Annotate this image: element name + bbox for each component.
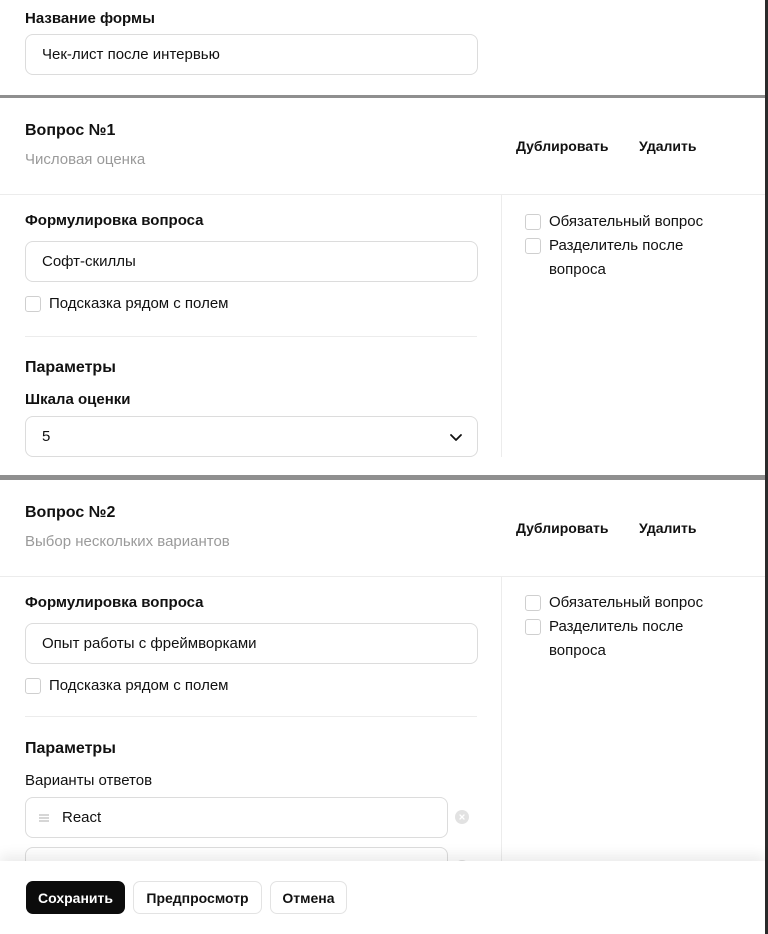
wording-label: Формулировка вопроса (25, 212, 204, 229)
question-card-1 (0, 98, 765, 475)
duplicate-button[interactable]: Дублировать (516, 520, 609, 536)
scale-label: Шкала оценки (25, 391, 131, 408)
duplicate-button[interactable]: Дублировать (516, 138, 609, 154)
cancel-button[interactable]: Отмена (270, 881, 347, 914)
question-type: Выбор нескольких вариантов (25, 533, 230, 550)
options-label: Варианты ответов (25, 772, 153, 789)
hint-checkbox[interactable] (25, 678, 41, 694)
wording-value: Опыт работы с фреймворками (42, 635, 257, 652)
required-checkbox[interactable] (525, 214, 541, 230)
hint-label: Подсказка рядом с полем (49, 677, 229, 694)
action-footer (0, 861, 765, 934)
question-title: Вопрос №2 (25, 504, 116, 521)
required-label: Обязательный вопрос (549, 594, 704, 611)
wording-input[interactable] (25, 241, 478, 282)
params-label: Параметры (25, 740, 116, 757)
close-icon (458, 813, 466, 821)
scale-select[interactable] (25, 416, 478, 457)
question-type: Числовая оценка (25, 151, 146, 168)
params-label: Параметры (25, 359, 116, 376)
form-name-card (0, 0, 765, 95)
question-card-2 (0, 480, 765, 880)
scale-value: 5 (42, 428, 51, 445)
required-checkbox-row[interactable] (525, 210, 714, 234)
chevron-down-icon (449, 430, 463, 444)
divider-checkbox[interactable] (525, 238, 541, 254)
form-name-input[interactable] (25, 34, 478, 75)
divider-checkbox-row[interactable] (525, 234, 714, 282)
wording-input[interactable] (25, 623, 478, 664)
wording-value: Софт-скиллы (42, 253, 136, 270)
form-name-label: Название формы (25, 10, 155, 27)
divider-label: Разделитель после вопроса (549, 237, 684, 278)
form-name-value: Чек-лист после интервью (42, 46, 220, 63)
hint-label: Подсказка рядом с полем (49, 295, 229, 312)
option-input[interactable] (25, 797, 448, 838)
hint-checkbox-row[interactable] (25, 292, 228, 316)
column-divider (501, 195, 502, 457)
required-label: Обязательный вопрос (549, 213, 704, 230)
remove-option-icon[interactable] (455, 810, 469, 824)
divider-checkbox-row[interactable] (525, 615, 714, 663)
drag-handle-icon[interactable] (38, 813, 50, 823)
wording-label: Формулировка вопроса (25, 594, 204, 611)
preview-button[interactable]: Предпросмотр (133, 881, 262, 914)
divider-label: Разделитель после вопроса (549, 618, 684, 659)
section-divider (25, 716, 477, 717)
required-checkbox[interactable] (525, 595, 541, 611)
hint-checkbox-row[interactable] (25, 674, 228, 698)
delete-button[interactable]: Удалить (639, 138, 697, 154)
divider-checkbox[interactable] (525, 619, 541, 635)
option-value: React (62, 809, 102, 826)
section-divider (25, 336, 477, 337)
required-checkbox-row[interactable] (525, 591, 714, 615)
hint-checkbox[interactable] (25, 296, 41, 312)
save-button[interactable]: Сохранить (26, 881, 125, 914)
column-divider (501, 577, 502, 880)
header-divider (0, 194, 765, 195)
header-divider (0, 576, 765, 577)
question-title: Вопрос №1 (25, 122, 116, 139)
delete-button[interactable]: Удалить (639, 520, 697, 536)
